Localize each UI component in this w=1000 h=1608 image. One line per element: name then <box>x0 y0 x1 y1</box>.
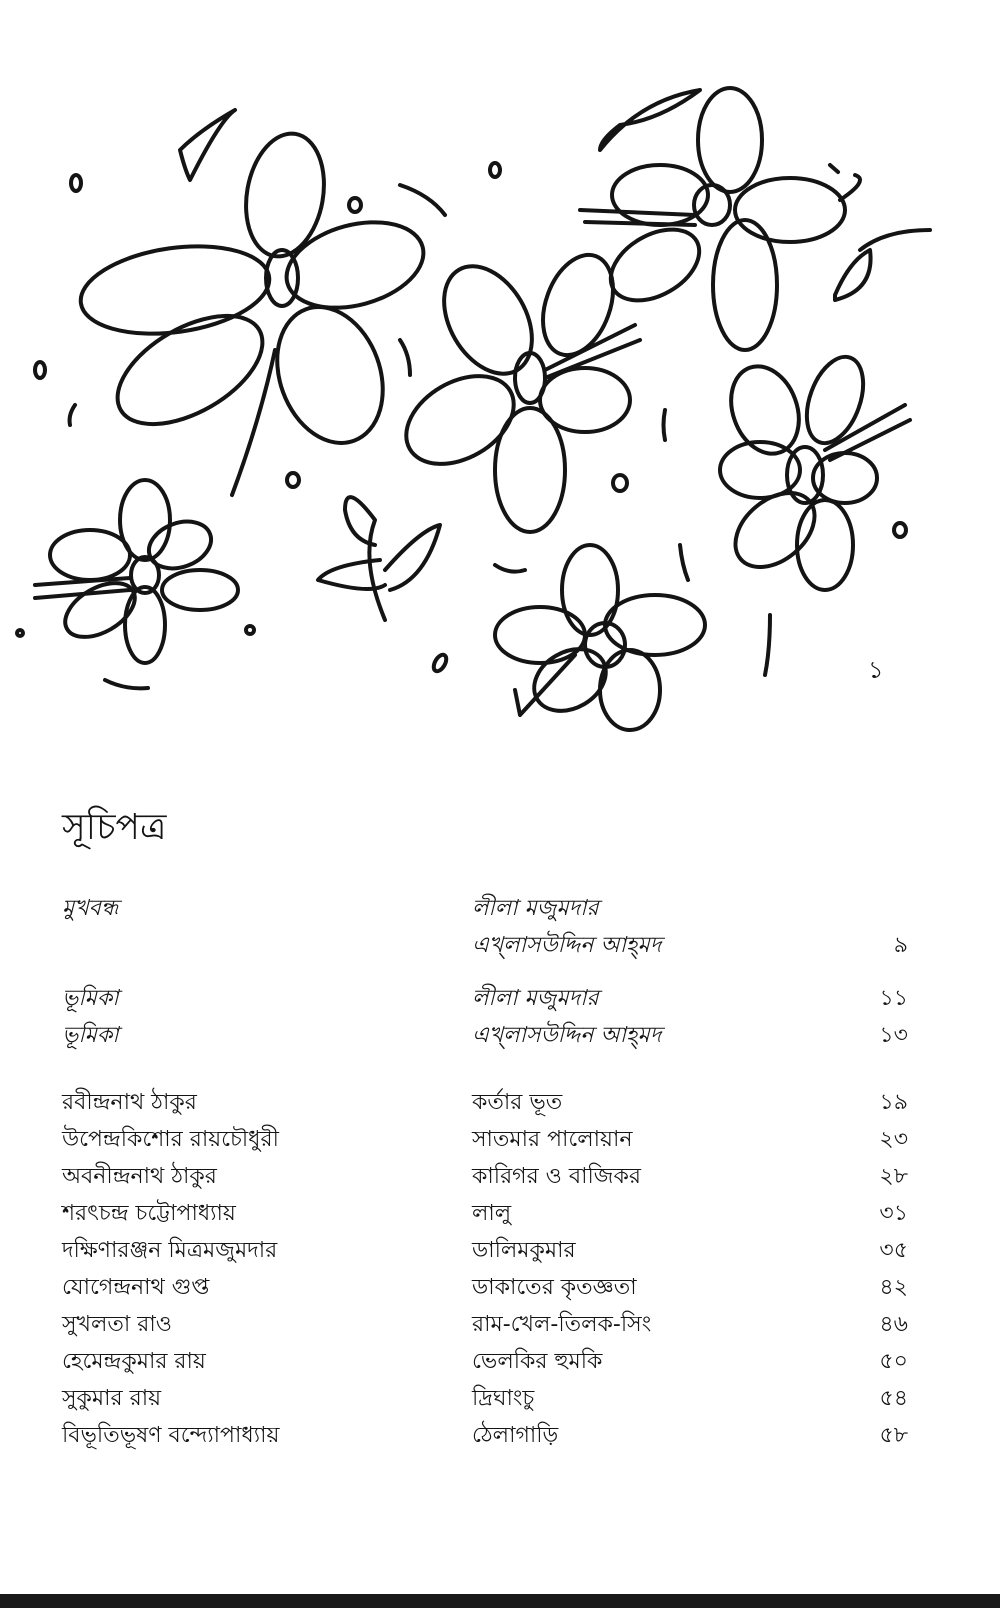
flower-right <box>720 349 910 590</box>
author-name: এখ্‌লাসউদ্দিন আহ্‌মদ <box>472 933 662 958</box>
author-name: শরৎচন্দ্র চট্টোপাধ্যায় <box>62 1201 236 1226</box>
author-name: উপেন্দ্রকিশোর রায়চৌধুরী <box>62 1127 279 1152</box>
story-title: লালু <box>472 1201 512 1226</box>
story-title: কারিগর ও বাজিকর <box>472 1164 641 1189</box>
list-item <box>62 1017 908 1054</box>
page-ref: ৫৪ <box>879 1386 908 1411</box>
page-ref: ১৯ <box>879 1090 908 1115</box>
author-name: অবনীন্দ্রনাথ ঠাকুর <box>62 1164 217 1189</box>
list-item <box>62 980 908 1017</box>
page-ref: ৪২ <box>879 1275 908 1300</box>
page-ref: ২৩ <box>879 1127 908 1152</box>
list-item <box>62 1306 908 1343</box>
section-label: ভূমিকা <box>62 986 119 1011</box>
scan-edge <box>0 1594 1000 1608</box>
list-item <box>62 1084 908 1121</box>
author-name: সুকুমার রায় <box>62 1386 162 1411</box>
flower-bottom-left <box>35 480 238 663</box>
page-ref: ৪৬ <box>879 1312 908 1337</box>
author-name: সুখলতা রাও <box>62 1312 172 1337</box>
list-item <box>62 1121 908 1158</box>
story-title: ডালিমকুমার <box>472 1238 576 1263</box>
page-ref: ২৮ <box>879 1164 908 1189</box>
section-label: ভূমিকা <box>62 1023 119 1048</box>
list-item <box>62 927 908 964</box>
page-ref: ৫৮ <box>879 1423 908 1448</box>
table-of-contents <box>62 890 908 1454</box>
list-item <box>62 890 908 927</box>
author-name: রবীন্দ্রনাথ ঠাকুর <box>62 1090 197 1115</box>
list-item <box>62 1195 908 1232</box>
entries-group <box>62 1084 908 1454</box>
page-ref: ৯ <box>893 933 908 958</box>
prefaces-group <box>62 980 908 1054</box>
page-ref: ১১ <box>879 986 908 1011</box>
page-ref: ৩৫ <box>879 1238 908 1263</box>
author-name: লীলা মজুমদার <box>472 986 599 1011</box>
story-title: দ্রিঘাংচু <box>472 1386 535 1411</box>
author-name: লীলা মজুমদার <box>472 896 599 921</box>
story-title: ভেলকির হুমকি <box>472 1349 603 1374</box>
page-number: ১ <box>868 656 884 684</box>
list-item <box>62 1158 908 1195</box>
flower-large <box>75 127 433 495</box>
author-name: বিভূতিভূষণ বন্দ্যোপাধ্যায় <box>62 1423 280 1448</box>
flower-bottom-center <box>495 545 705 730</box>
page-ref: ৫০ <box>879 1349 908 1374</box>
list-item <box>62 1380 908 1417</box>
story-title: সাতমার পালোয়ান <box>472 1127 633 1152</box>
story-title: কর্তার ভূত <box>472 1090 563 1115</box>
front-matter-group <box>62 890 908 964</box>
list-item <box>62 1417 908 1454</box>
story-title: রাম-খেল-তিলক-সিং <box>472 1312 652 1337</box>
author-name: হেমেন্দ্রকুমার রায় <box>62 1349 206 1374</box>
list-item <box>62 1232 908 1269</box>
list-item <box>62 1343 908 1380</box>
section-label: মুখবন্ধ <box>62 896 119 921</box>
page-ref: ৩১ <box>879 1201 908 1226</box>
list-item <box>62 1269 908 1306</box>
flower-top-right <box>580 88 930 350</box>
author-name: যোগেন্দ্রনাথ গুপ্ত <box>62 1275 210 1300</box>
flower-center <box>391 245 640 532</box>
story-title: ঠেলাগাড়ি <box>472 1423 559 1448</box>
story-title: ডাকাতের কৃতজ্ঞতা <box>472 1275 637 1300</box>
page-title: সূচিপত্র <box>62 807 167 848</box>
author-name: এখ্‌লাসউদ্দিন আহ্‌মদ <box>472 1023 662 1048</box>
page-ref: ১৩ <box>879 1023 908 1048</box>
flowers-drawing-icon <box>0 0 1000 760</box>
author-name: দক্ষিণারঞ্জন মিত্রমজুমদার <box>62 1238 278 1263</box>
